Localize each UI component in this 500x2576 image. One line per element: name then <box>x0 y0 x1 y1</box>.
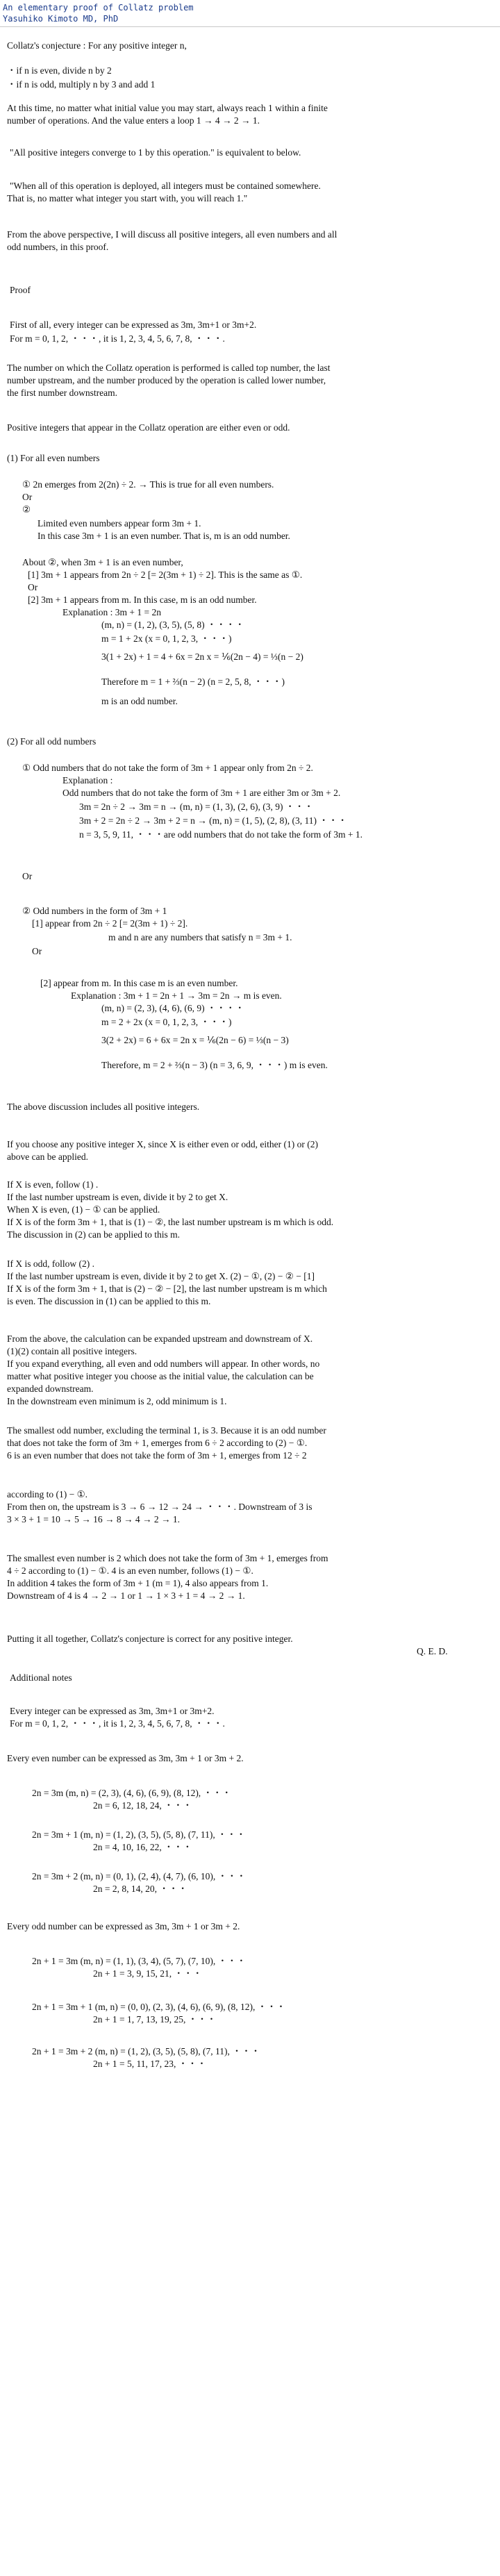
text-line: Explanation : 3m + 1 = 2n <box>62 607 161 617</box>
text-line: Or <box>32 946 42 956</box>
text-line: Q. E. D. <box>417 1646 448 1656</box>
text-line: Putting it all together, Collatz's conjecture is correct for any positive integer. <box>7 1634 293 1644</box>
text-line: m is an odd number. <box>101 696 178 706</box>
text-line: The smallest odd number, excluding the terminal 1, is 3. Because it is an odd number <box>7 1425 326 1436</box>
text-line: For m = 0, 1, 2, ・・・, it is 1, 2, 3, 4, 5, 6, 7, 8, ・・・. <box>10 333 225 344</box>
text-line: that does not take the form of 3m + 1, emerges from 6 ÷ 2 according to (2) − ①. <box>7 1438 308 1448</box>
text-line: If the last number upstream is even, divide it by 2 to get X. <box>7 1192 228 1202</box>
text-line: Every integer can be expressed as 3m, 3m+1 or 3m+2. <box>10 1706 215 1716</box>
text-line: (m, n) = (1, 2), (3, 5), (5, 8) ・・・・ <box>101 620 244 630</box>
text-line: [1] 3m + 1 appears from 2n ÷ 2 [= 2(3m + 1) ÷ 2]. This is the same as ①. <box>28 570 303 580</box>
text-line: In addition 4 takes the form of 3m + 1 (m = 1), 4 also appears from 1. <box>7 1578 269 1588</box>
text-line: "All positive integers converge to 1 by this operation." is equivalent to below. <box>10 147 301 158</box>
text-line: matter what positive integer you choose as the initial value, the calculation can be <box>7 1371 314 1381</box>
text-line: Explanation : <box>62 775 113 786</box>
text-line: 2n + 1 = 5, 11, 17, 23, ・・・ <box>93 2059 207 2069</box>
text-line: If you choose any positive integer X, since X is either even or odd, either (1) or (2) <box>7 1139 318 1149</box>
text-line: (m, n) = (2, 3), (4, 6), (6, 9) ・・・・ <box>101 1003 244 1013</box>
text-line: ② Odd numbers in the form of 3m + 1 <box>22 906 167 916</box>
text-line: Proof <box>10 285 31 295</box>
text-line: Collatz's conjecture : For any positive integer n, <box>7 40 187 51</box>
text-line: From the above perspective, I will discuss all positive integers, all even numbers and all <box>7 229 338 240</box>
text-line: Odd numbers that do not take the form of 3m + 1 are either 3m or 3m + 2. <box>62 788 341 798</box>
text-line: If X is even, follow (1) . <box>7 1179 99 1190</box>
text-line: Or <box>28 582 38 592</box>
text-line: Therefore, m = 2 + ⅔(n − 3) (n = 3, 6, 9, ・・・) m is even. <box>101 1060 328 1070</box>
text-line: Or <box>22 871 33 881</box>
text-line: In the downstream even minimum is 2, odd minimum is 1. <box>7 1396 227 1406</box>
text-line: 2n + 1 = 3m + 2 (m, n) = (1, 2), (3, 5), (5, 8), (7, 11), ・・・ <box>32 2046 260 2056</box>
text-line: 6 is an even number that does not take the form of 3m + 1, emerges from 12 ÷ 2 <box>7 1450 307 1461</box>
text-line: m and n are any numbers that satisfy n = 3m + 1. <box>108 932 292 942</box>
text-line: m = 1 + 2x (x = 0, 1, 2, 3, ・・・) <box>101 633 232 644</box>
text-line: [2] 3m + 1 appears from m. In this case, m is an odd number. <box>28 595 257 605</box>
text-line: Positive integers that appear in the Collatz operation are either even or odd. <box>7 422 290 433</box>
text-line: The smallest even number is 2 which does not take the form of 3m + 1, emerges from <box>7 1553 328 1563</box>
text-line: odd numbers, in this proof. <box>7 242 109 252</box>
text-line: 2n = 3m (m, n) = (2, 3), (4, 6), (6, 9), (8, 12), ・・・ <box>32 1788 232 1798</box>
text-line: The above discussion includes all positive integers. <box>7 1102 200 1112</box>
text-line: Every even number can be expressed as 3m, 3m + 1 or 3m + 2. <box>7 1753 244 1763</box>
text-line: m = 2 + 2x (x = 0, 1, 2, 3, ・・・) <box>101 1017 232 1027</box>
text-line: From then on, the upstream is 3 → 6 → 12 → 24 → ・・・. Downstream of 3 is <box>7 1502 312 1512</box>
text-line: ① Odd numbers that do not take the form of 3m + 1 appear only from 2n ÷ 2. <box>22 763 313 773</box>
text-line: Explanation : 3m + 1 = 2n + 1 → 3m = 2n → m is even. <box>71 990 282 1001</box>
text-line: In this case 3m + 1 is an even number. That is, m is an odd number. <box>38 531 290 541</box>
text-line: 2n = 3m + 1 (m, n) = (1, 2), (3, 5), (5, 8), (7, 11), ・・・ <box>32 1829 246 1840</box>
text-line: Limited even numbers appear form 3m + 1. <box>38 518 201 529</box>
text-line: That is, no matter what integer you start with, you will reach 1." <box>7 193 248 203</box>
text-line: ・if n is even, divide n by 2 <box>7 65 112 76</box>
text-line: About ②, when 3m + 1 is an even number, <box>22 557 183 567</box>
text-line: n = 3, 5, 9, 11, ・・・are odd numbers that do not take the form of 3m + 1. <box>79 829 363 840</box>
text-line: Therefore m = 1 + ⅔(n − 2) (n = 2, 5, 8, ・・・) <box>101 676 285 687</box>
text-line: 3(2 + 2x) = 6 + 6x = 2n x = ⅙(2n − 6) = ⅓(n − 3) <box>101 1035 289 1045</box>
text-line: When X is even, (1) − ① can be applied. <box>7 1204 160 1215</box>
text-line: Every odd number can be expressed as 3m, 3m + 1 or 3m + 2. <box>7 1921 240 1931</box>
text-line: the first number downstream. <box>7 388 117 398</box>
text-line: 3 × 3 + 1 = 10 → 5 → 16 → 8 → 4 → 2 → 1. <box>7 1514 180 1524</box>
text-line: [1] appear from 2n ÷ 2 [= 2(3m + 1) ÷ 2]. <box>32 918 188 929</box>
text-line: "When all of this operation is deployed, all integers must be contained somewhere. <box>10 181 321 191</box>
text-line: 2n + 1 = 3m (m, n) = (1, 1), (3, 4), (5, 7), (7, 10), ・・・ <box>32 1956 247 1966</box>
text-line: For m = 0, 1, 2, ・・・, it is 1, 2, 3, 4, 5, 6, 7, 8, ・・・. <box>10 1718 225 1729</box>
text-line: 2n = 6, 12, 18, 24, ・・・ <box>93 1800 192 1811</box>
text-line: Additional notes <box>10 1672 72 1683</box>
document-title: An elementary proof of Collatz problem <box>3 3 194 13</box>
text-line: 3m + 2 = 2n ÷ 2 → 3m + 2 = n → (m, n) = (1, 5), (2, 8), (3, 11) ・・・ <box>79 815 347 826</box>
text-line: expanded downstream. <box>7 1383 94 1394</box>
text-line: If you expand everything, all even and odd numbers will appear. In other words, no <box>7 1358 320 1369</box>
text-line: 2n + 1 = 1, 7, 13, 19, 25, ・・・ <box>93 2014 217 2025</box>
text-line: Downstream of 4 is 4 → 2 → 1 or 1 → 1 × 3 + 1 = 4 → 2 → 1. <box>7 1590 245 1601</box>
text-line: ② <box>22 504 31 515</box>
text-line: (1)(2) contain all positive integers. <box>7 1346 138 1356</box>
document-header <box>0 0 500 27</box>
text-line: is even. The discussion in (1) can be applied to this m. <box>7 1296 211 1306</box>
text-line: (2) For all odd numbers <box>7 736 97 747</box>
text-line: If X is of the form 3m + 1, that is (1) − ②, the last number upstream is m which is odd. <box>7 1217 334 1227</box>
text-line: The discussion in (2) can be applied to this m. <box>7 1229 180 1240</box>
text-line: 2n = 3m + 2 (m, n) = (0, 1), (2, 4), (4, 7), (6, 10), ・・・ <box>32 1871 247 1881</box>
text-line: 3(1 + 2x) + 1 = 4 + 6x = 2n x = ⅙(2n − 4) = ⅓(n − 2) <box>101 651 303 662</box>
text-line: 2n + 1 = 3m + 1 (m, n) = (0, 0), (2, 3), (4, 6), (6, 9), (8, 12), ・・・ <box>32 2002 286 2012</box>
text-line: If the last number upstream is even, divide it by 2 to get X. (2) − ①, (2) − ② − [1] <box>7 1271 315 1281</box>
text-line: 2n + 1 = 3, 9, 15, 21, ・・・ <box>93 1968 202 1979</box>
text-line: 2n = 2, 8, 14, 20, ・・・ <box>93 1884 188 1894</box>
text-line: number upstream, and the number produced by the operation is called lower number, <box>7 375 326 385</box>
text-line: At this time, no matter what initial value you may start, always reach 1 within a finite <box>7 103 328 113</box>
text-line: ・if n is odd, multiply n by 3 and add 1 <box>7 79 156 90</box>
text-line: 4 ÷ 2 according to (1) − ①. 4 is an even number, follows (1) − ①. <box>7 1565 253 1576</box>
text-line: (1) For all even numbers <box>7 453 100 463</box>
text-line: The number on which the Collatz operation is performed is called top number, the last <box>7 363 331 373</box>
text-line: number of operations. And the value enters a loop 1 → 4 → 2 → 1. <box>7 115 260 126</box>
text-line: From the above, the calculation can be expanded upstream and downstream of X. <box>7 1333 313 1344</box>
text-line: according to (1) − ①. <box>7 1489 88 1499</box>
text-line: ① 2n emerges from 2(2n) ÷ 2. → This is true for all even numbers. <box>22 479 274 490</box>
text-line: 3m = 2n ÷ 2 → 3m = n → (m, n) = (1, 3), (2, 6), (3, 9) ・・・ <box>79 801 314 812</box>
text-line: above can be applied. <box>7 1152 88 1162</box>
document-author: Yasuhiko Kimoto MD, PhD <box>3 14 119 24</box>
text-line: First of all, every integer can be expressed as 3m, 3m+1 or 3m+2. <box>10 319 257 330</box>
text-line: If X is of the form 3m + 1, that is (2) − ② − [2], the last number upstream is m which <box>7 1283 327 1294</box>
text-line: Or <box>22 492 33 502</box>
text-line: 2n = 4, 10, 16, 22, ・・・ <box>93 1842 192 1852</box>
text-line: If X is odd, follow (2) . <box>7 1258 94 1269</box>
text-line: [2] appear from m. In this case m is an even number. <box>40 978 238 988</box>
